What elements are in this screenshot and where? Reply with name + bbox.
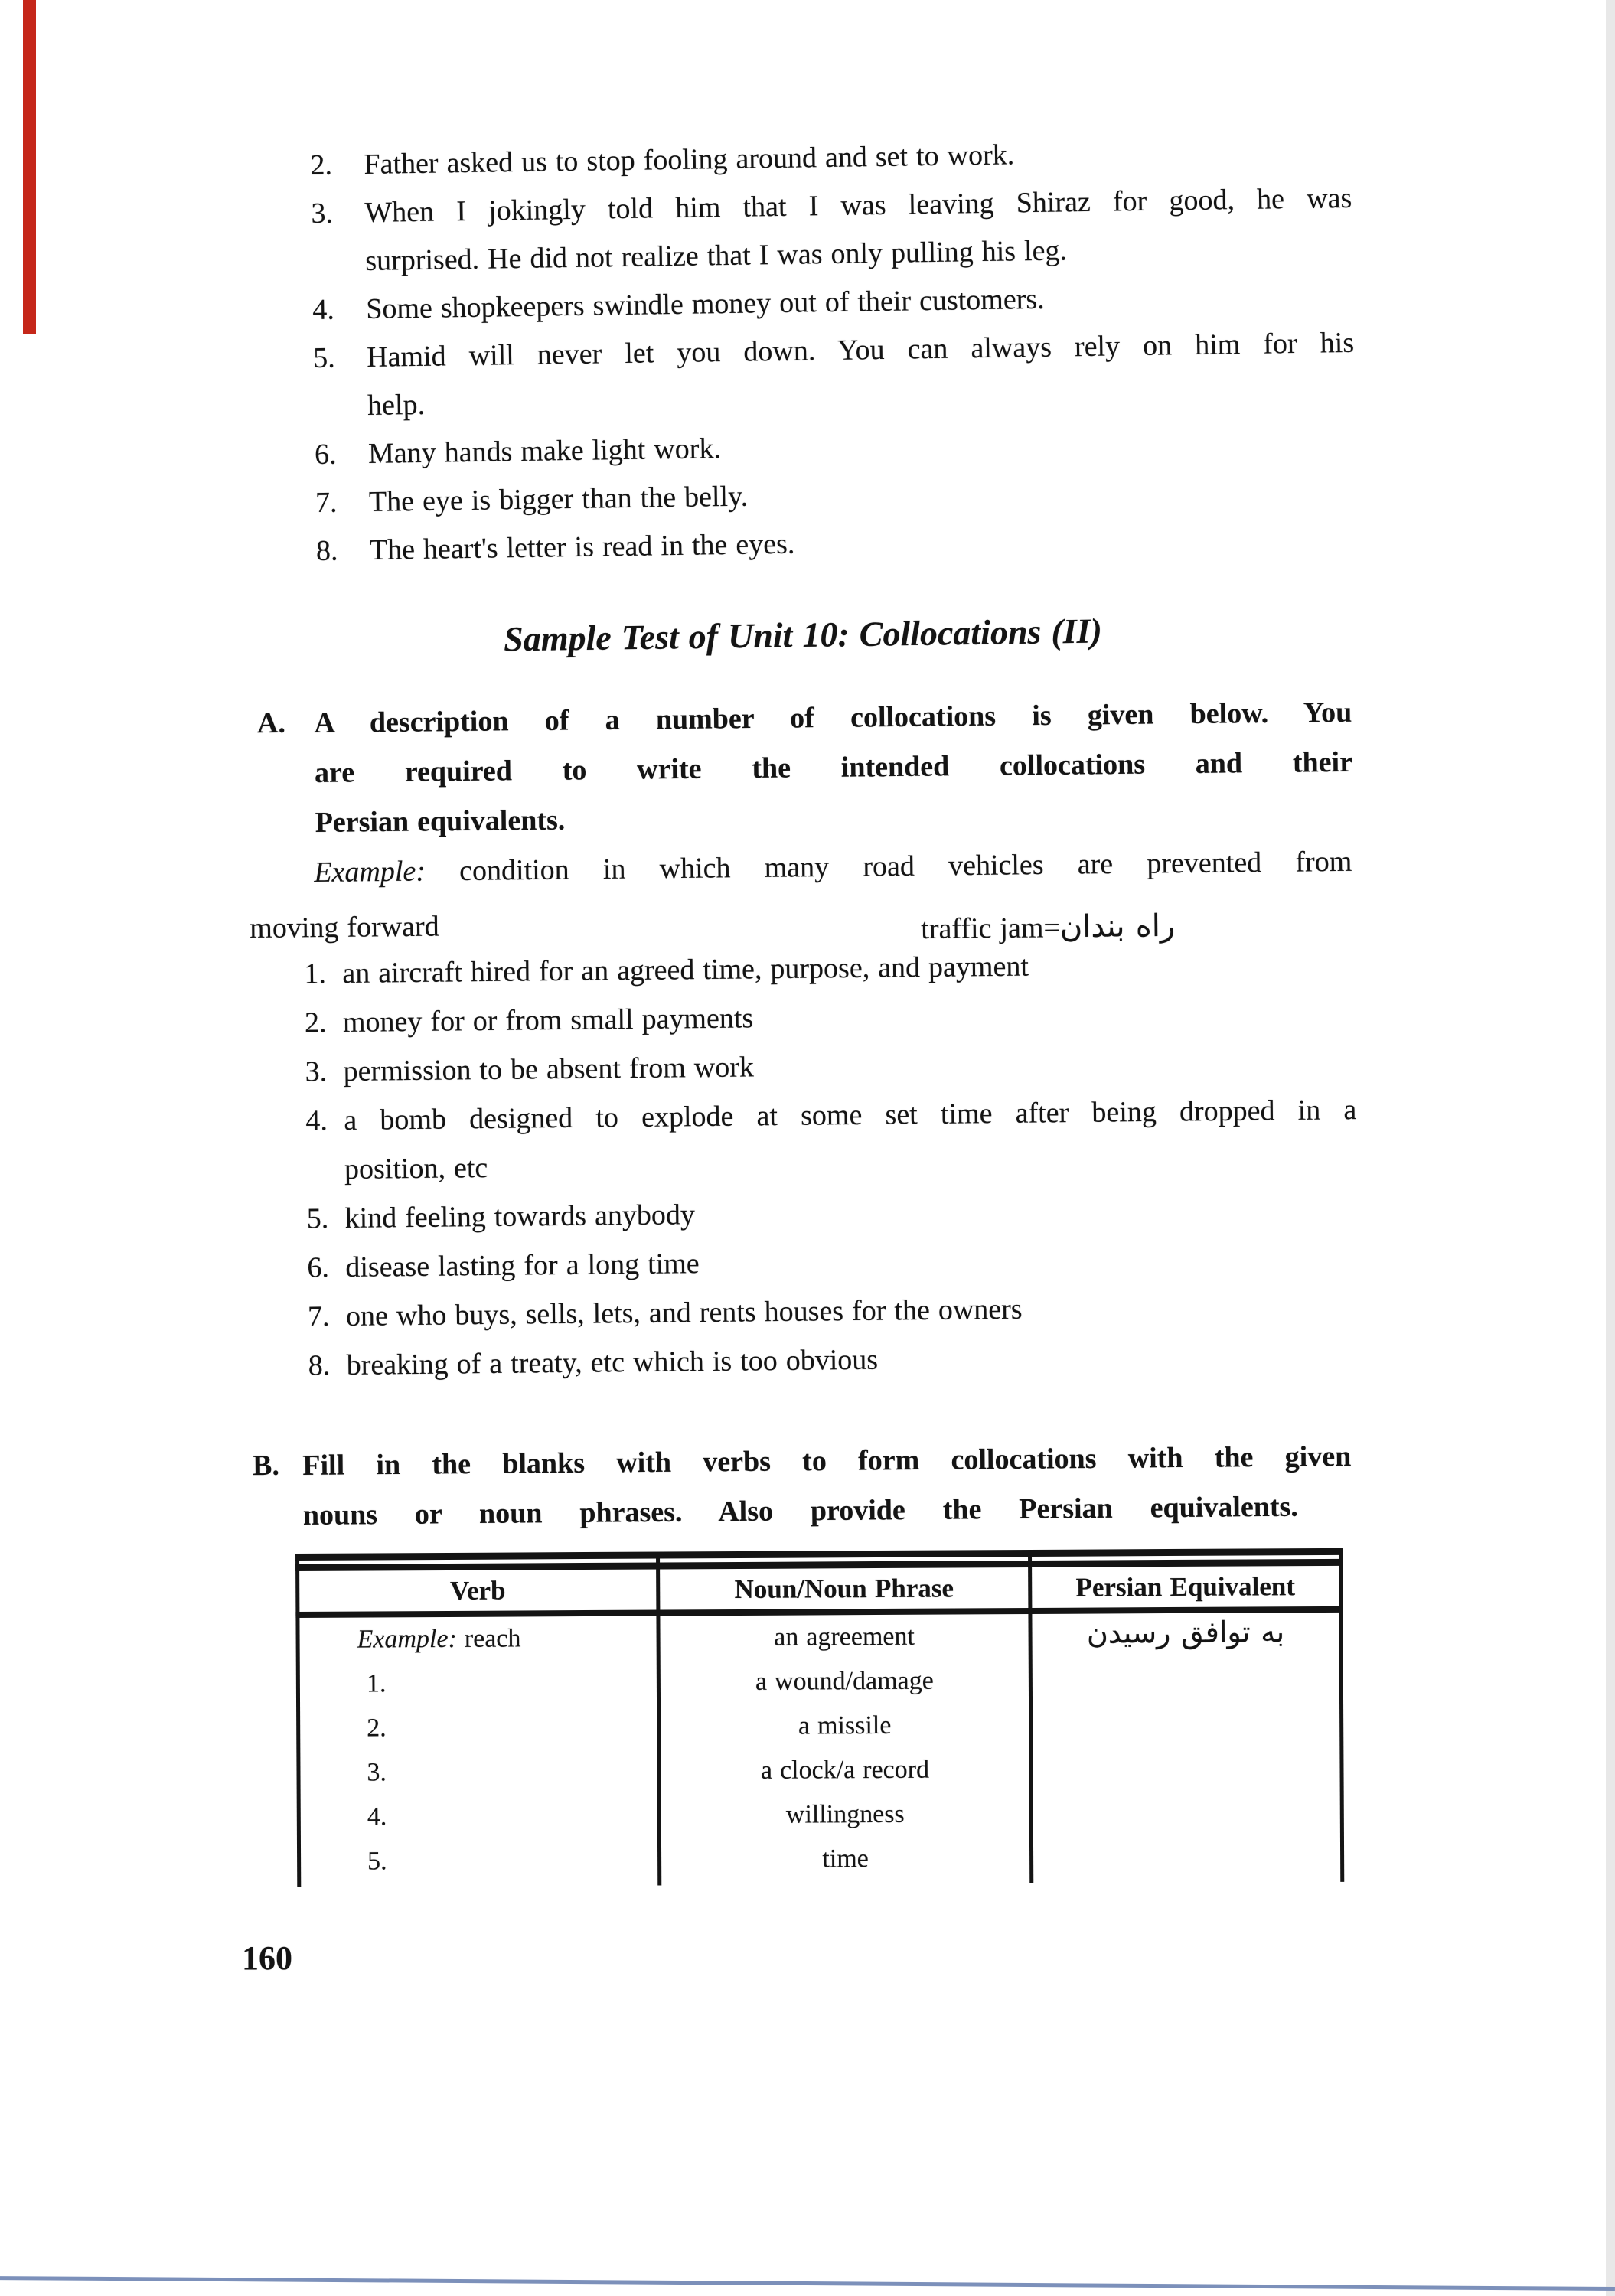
table-cell-verb: 1. (366, 1669, 387, 1698)
table-cell-noun: a clock/a record (760, 1755, 930, 1785)
item-text: money for or from small payments (342, 1002, 754, 1039)
example-answer-persian: راه بندان (1059, 908, 1176, 945)
instruction-line: A description of a number of collocations is given below. You (314, 696, 1352, 739)
item-text: one who buys, sells, lets, and rents houses for the owners (345, 1293, 1023, 1332)
section-b-instructions (302, 1432, 1352, 1541)
item-number: 7. (315, 486, 338, 519)
scan-edge-artifact-left (23, 0, 36, 334)
table-header-noun-phrase: Noun/Noun Phrase (734, 1573, 954, 1604)
item-number: 4. (312, 293, 335, 327)
item-text: The heart's letter is read in the eyes. (369, 527, 795, 566)
item-text: a bomb designed to explode at some set time after being dropped in a (344, 1094, 1357, 1137)
table-border-right (1339, 1554, 1344, 1882)
table-cell-verb: 4. (367, 1802, 387, 1831)
item-text: Some shopkeepers swindle money out of their customers. (365, 282, 1045, 325)
instruction-line: nouns or noun phrases. Also provide the Persian equivalents. (302, 1490, 1298, 1531)
example-continuation: moving forward (250, 910, 439, 944)
table-border-left (295, 1560, 301, 1887)
example-text: condition in which many road vehicles are prevented from (458, 845, 1352, 888)
table-border-top-inner (295, 1559, 1343, 1571)
table-cell-noun: willingness (785, 1799, 905, 1829)
table-cell-persian: به توافق رسیدن (1086, 1615, 1285, 1650)
item-text: permission to be absent from work (343, 1051, 755, 1088)
item-number: 6. (307, 1251, 330, 1284)
item-text: position, etc (344, 1152, 488, 1186)
section-b-label: B. (252, 1449, 280, 1482)
item-text: When I jokingly told him that I was leaving Shiraz for good, he was (364, 181, 1352, 229)
item-text: disease lasting for a long time (345, 1247, 700, 1283)
list-item (308, 1330, 1359, 1390)
item-text: The eye is bigger than the belly. (368, 480, 749, 518)
item-text: surprised. He did not realize that I was only pulling his leg. (365, 234, 1068, 277)
example-label: Example: (357, 1624, 457, 1654)
exercise-answer-list (310, 126, 1357, 575)
instruction-line: Fill in the blanks with verbs to form collocations with the given (302, 1440, 1352, 1482)
item-number: 5. (312, 341, 336, 375)
table-cell-verb: 3. (367, 1758, 387, 1787)
item-number: 8. (315, 534, 338, 567)
table-cell-noun: a wound/damage (755, 1666, 934, 1696)
item-text: Many hands make light work. (367, 432, 722, 470)
example-label: Example: (314, 855, 426, 889)
section-a-instructions (314, 688, 1353, 848)
item-number: 4. (305, 1104, 328, 1137)
example-answer-english: traffic jam= (921, 912, 1061, 945)
example-line (314, 837, 1352, 898)
page-number: 160 (242, 1939, 292, 1977)
item-text: help. (367, 388, 426, 422)
item-number: 5. (306, 1202, 329, 1235)
item-text: breaking of a treaty, etc which is too obvious (346, 1343, 879, 1381)
item-text: an aircraft hired for an agreed time, purpose, and payment (342, 950, 1029, 990)
table-header-persian-equivalent: Persian Equivalent (1075, 1571, 1296, 1603)
item-text: Hamid will never let you down. You can always rely on him for his (366, 326, 1355, 373)
table-border-top-outer (295, 1548, 1343, 1561)
scan-edge-artifact-bottom (0, 2276, 1615, 2291)
instruction-line: are required to write the intended collocations and their (314, 745, 1353, 789)
instruction-line: Persian equivalents. (315, 804, 566, 839)
item-number: 8. (308, 1349, 331, 1382)
table-cell-noun: an agreement (774, 1622, 915, 1652)
section-a-label: A. (256, 706, 286, 740)
table-cell-verb: 5. (367, 1847, 387, 1876)
item-text: Father asked us to stop fooling around and set to work. (364, 139, 1015, 181)
table-header-verb: Verb (449, 1575, 506, 1606)
item-number: 6. (314, 438, 337, 471)
item-text: kind feeling towards anybody (344, 1199, 696, 1234)
section-a-item-list (304, 938, 1359, 1390)
section-title: Sample Test of Unit 10: Collocations (II) (503, 611, 1103, 659)
item-number: 3. (305, 1055, 328, 1088)
item-number: 2. (304, 1006, 327, 1039)
item-number: 2. (310, 148, 333, 182)
table-cell-verb: Example: reach (357, 1624, 521, 1654)
item-number: 1. (304, 957, 327, 990)
item-number: 3. (311, 197, 334, 230)
item-number: 7. (307, 1300, 330, 1333)
collocation-table (295, 1548, 1344, 1890)
table-cell-noun: time (822, 1844, 869, 1874)
table-cell-verb: 2. (367, 1714, 387, 1743)
table-cell-noun: a missile (798, 1711, 892, 1740)
